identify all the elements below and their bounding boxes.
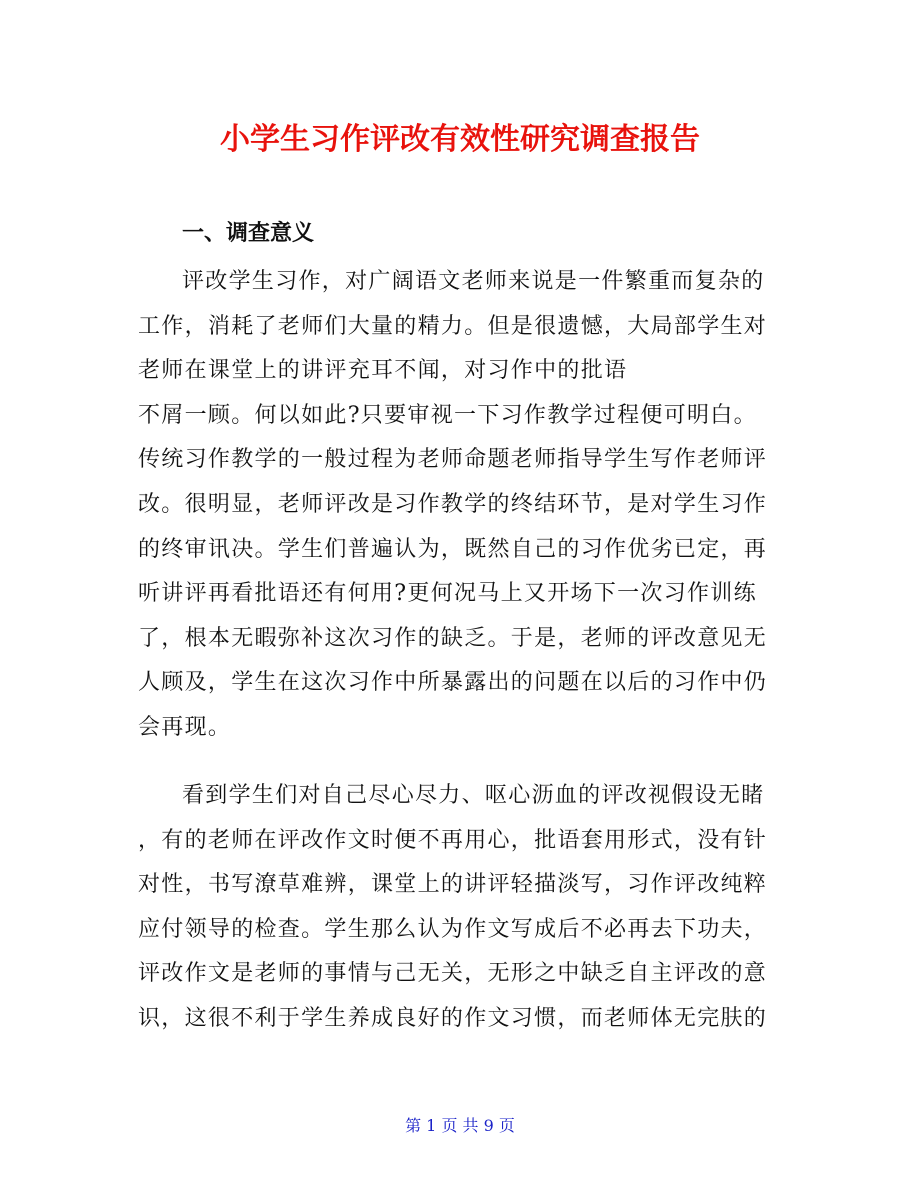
paragraph-line: 应付领导的检查。学生那么认为作文写成后不必再去下功夫， <box>138 916 768 942</box>
paragraph-line: ，有的老师在评改作文时便不再用心，批语套用形式，没有针 <box>138 827 768 853</box>
paragraph-line: 评改学生习作，对广阔语文老师来说是一件繁重而复杂的 <box>182 269 765 294</box>
paragraph-line: 的终审讯决。学生们普遍认为，既然自己的习作优劣已定，再 <box>138 536 768 562</box>
section-heading: 一、调查意义 <box>182 221 315 246</box>
body-paragraph-2 <box>138 774 788 1042</box>
paragraph-line: 不屑一顾。何以如此?只要审视一下习作教学过程便可明白。 <box>138 402 757 428</box>
page-number-footer: 第 1 页 共 9 页 <box>405 1116 515 1135</box>
paragraph-line: 对性，书写潦草难辨，课堂上的讲评轻描淡写，习作评改纯粹 <box>138 872 768 898</box>
paragraph-line: 识，这很不利于学生养成良好的作文习惯，而老师体无完肤的 <box>138 1005 768 1031</box>
paragraph-line: 老师在课堂上的讲评充耳不闻，对习作中的批语 <box>138 358 628 384</box>
paragraph-line: 评改作文是老师的事情与己无关，无形之中缺乏自主评改的意 <box>138 961 768 987</box>
paragraph-line: 听讲评再看批语还有何用?更何况马上又开场下一次习作训练 <box>138 581 757 607</box>
paragraph-line: 工作，消耗了老师们大量的精力。但是很遗憾，大局部学生对 <box>138 313 768 339</box>
document-title: 小学生习作评改有效性研究调查报告 <box>220 122 700 157</box>
paragraph-line: 人顾及，学生在这次习作中所暴露出的问题在以后的习作中仍 <box>138 670 768 696</box>
paragraph-line: 了，根本无暇弥补这次习作的缺乏。于是，老师的评改意见无 <box>138 625 768 651</box>
paragraph-line: 看到学生们对自己尽心尽力、呕心沥血的评改视假设无睹 <box>182 783 765 808</box>
body-paragraph-1 <box>138 260 788 751</box>
paragraph-line: 改。很明显，老师评改是习作教学的终结环节，是对学生习作 <box>138 491 768 517</box>
paragraph-line: 会再现。 <box>138 714 232 740</box>
paragraph-line: 传统习作教学的一般过程为老师命题老师指导学生写作老师评 <box>138 447 768 473</box>
